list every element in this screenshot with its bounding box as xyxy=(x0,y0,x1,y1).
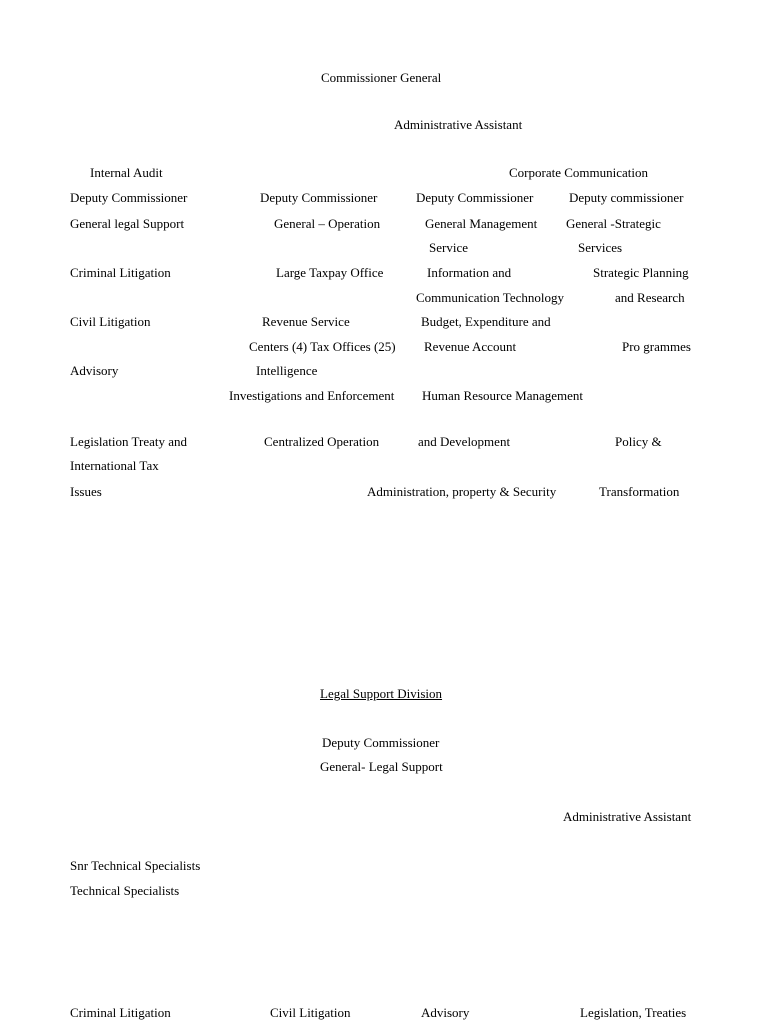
legal-bottom-item: Advisory xyxy=(421,1005,470,1020)
col4-title-2: General -Strategic xyxy=(566,216,661,231)
col1-title-2: General legal Support xyxy=(70,216,185,231)
col2-item: Revenue Service xyxy=(262,314,350,329)
col4-item: Transformation xyxy=(599,484,680,499)
col3-item: Human Resource Management xyxy=(422,388,584,403)
legal-division-title-1: Deputy Commissioner xyxy=(322,735,440,750)
col1-item: Legislation Treaty and xyxy=(70,434,187,449)
col2-item: Intelligence xyxy=(256,363,318,378)
col3-item: Revenue Account xyxy=(424,339,517,354)
internal-audit-label: Internal Audit xyxy=(90,165,163,180)
legal-bottom-item: Civil Litigation xyxy=(270,1005,351,1020)
col1-item: International Tax xyxy=(70,458,159,473)
col2-item: Centralized Operation xyxy=(264,434,380,449)
col1-item: Issues xyxy=(70,484,102,499)
technical-specialists: Technical Specialists xyxy=(70,883,180,898)
col4-item: Pro grammes xyxy=(622,339,691,354)
col2-item: Centers (4) Tax Offices (25) xyxy=(249,339,396,354)
col4-title-3: Services xyxy=(578,240,623,255)
col3-item: Information and xyxy=(427,265,512,280)
col1-item: Criminal Litigation xyxy=(70,265,171,280)
col2-title-1: Deputy Commissioner xyxy=(260,190,378,205)
commissioner-general-label: Commissioner General xyxy=(321,70,442,85)
col4-title-1: Deputy commissioner xyxy=(569,190,684,205)
col4-item: and Research xyxy=(615,290,685,305)
col3-item: and Development xyxy=(418,434,511,449)
legal-division-title-2: General- Legal Support xyxy=(320,759,443,774)
col3-title-2: General Management xyxy=(425,216,538,231)
snr-technical-specialists: Snr Technical Specialists xyxy=(70,858,201,873)
legal-division-admin-assistant: Administrative Assistant xyxy=(563,809,692,824)
corporate-communication-label: Corporate Communication xyxy=(509,165,649,180)
col3-item: Administration, property & Security xyxy=(367,484,557,499)
col3-title-1: Deputy Commissioner xyxy=(416,190,534,205)
col1-item: Advisory xyxy=(70,363,119,378)
legal-bottom-item: Criminal Litigation xyxy=(70,1005,171,1020)
legal-bottom-item: Legislation, Treaties xyxy=(580,1005,687,1020)
col2-item: Large Taxpay Office xyxy=(276,265,384,280)
col1-title-1: Deputy Commissioner xyxy=(70,190,188,205)
legal-division-heading: Legal Support Division xyxy=(320,686,443,701)
col3-item: Budget, Expenditure and xyxy=(421,314,551,329)
col1-item: Civil Litigation xyxy=(70,314,151,329)
col3-title-3: Service xyxy=(429,240,468,255)
col2-title-2: General – Operation xyxy=(274,216,381,231)
col2-item: Investigations and Enforcement xyxy=(229,388,395,403)
col4-item: Strategic Planning xyxy=(593,265,689,280)
administrative-assistant-label: Administrative Assistant xyxy=(394,117,523,132)
col4-item: Policy & xyxy=(615,434,662,449)
col3-item: Communication Technology xyxy=(416,290,564,305)
